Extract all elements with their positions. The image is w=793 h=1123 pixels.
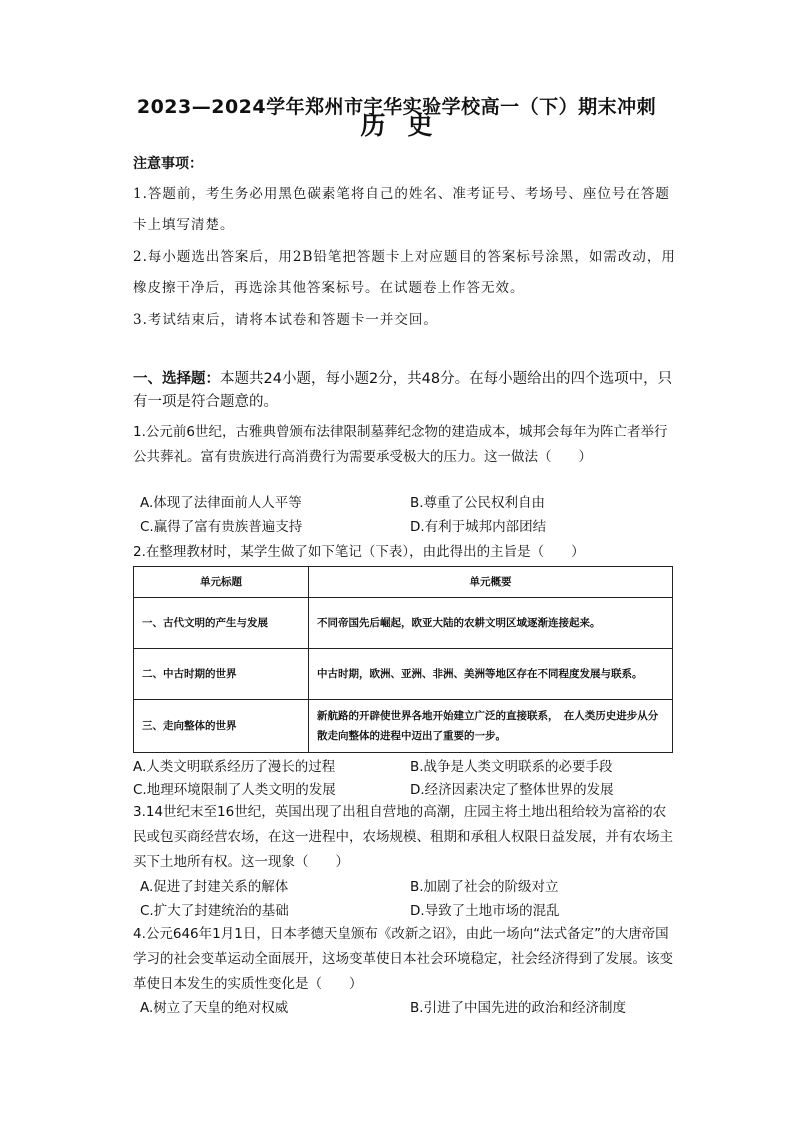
table-cell: 三、走向整体的世界 [134,700,309,753]
table-row [134,598,673,649]
table-cell: 中古时期，欧洲、亚洲、非洲、美洲等地区存在不同程度发展与联系。 [309,649,673,700]
q2-option-b: B.战争是人类文明联系的必要手段 [410,759,613,775]
table-cell: 一、古代文明的产生与发展 [134,598,309,649]
question-stem-4: 4.公元646年1月1日，日本孝德天皇颁布《改新之诏》，由此一场向“法式备定”的大唐帝国学习的社会变革运动全面展开，这场变革使日本社会环境稳定，社会经济得到了发展。该变革使日本发生的实质性变化是（ ） [133,926,673,992]
q3-option-c: C.扩大了封建统治的基础 [140,903,289,919]
note-item: 3.考试结束后，请将本试卷和答题卡一并交回。 [133,312,438,328]
table-cell: 不同帝国先后崛起，欧亚大陆的农耕文明区域逐渐连接起来。 [309,598,673,649]
q2-option-c: C.地理环境限制了人类文明的发展 [133,782,336,798]
table-cell: 二、中古时期的世界 [134,649,309,700]
q1-option-b: B.尊重了公民权利自由 [410,495,546,511]
q1-option-c: C.赢得了富有贵族普遍支持 [140,519,303,535]
note-item: 1.答题前，考生务必用黑色碳素笔将自己的姓名、准考证号、考场号、座位号在答题卡上填写清楚。 [133,186,670,233]
exam-title: 2023—2024学年郑州市宇华实验学校高一（下）期末冲刺 [136,96,657,118]
table-row [134,649,673,700]
table-header-row [134,567,673,598]
question-stem-2: 2.在整理教材时，某学生做了如下笔记（下表），由此得出的主旨是（ ） [133,544,585,560]
q3-option-b: B.加剧了社会的阶级对立 [410,879,559,895]
q2-option-d: D.经济因素决定了整体世界的发展 [410,782,614,798]
q1-option-d: D.有利于城邦内部团结 [410,519,547,535]
q4-option-b: B.引进了中国先进的政治和经济制度 [410,1000,627,1016]
notes-heading: 注意事项： [133,156,203,172]
table-header-cell: 单元标题 [134,567,309,598]
q2-option-a: A.人类文明联系经历了漫长的过程 [133,759,336,775]
table-header-cell: 单元概要 [309,567,673,598]
section-text: 本题共24小题，每小题2分，共48分。在每小题给出的四个选项中，只有一项是符合题意的。 [133,371,673,410]
q1-option-a: A.体现了法律面前人人平等 [140,495,302,511]
table-row [134,700,673,753]
note-item: 2.每小题选出答案后，用2B铅笔把答题卡上对应题目的答案标号涂黑，如需改动，用橡皮擦干净后，再选涂其他答案标号。在试题卷上作答无效。 [133,249,676,296]
q3-option-d: D.导致了土地市场的混乱 [410,903,560,919]
section-heading [133,368,678,414]
q3-option-a: A.促进了封建关系的解体 [140,879,289,895]
q4-option-a: A.树立了天皇的绝对权威 [140,1000,289,1016]
subject-title: 历史 [360,111,455,140]
unit-notes-table [133,566,673,753]
question-stem-1: 1.公元前6世纪，古雅典曾颁布法律限制墓葬纪念物的建造成本，城邦会每年为阵亡者举行公共葬礼。富有贵族进行高消费行为需要承受极大的压力。这一做法（ ） [133,424,668,465]
question-stem-3: 3.14世纪末至16世纪，英国出现了出租自营地的高潮，庄园主将土地出租给较为富裕的农民或包买商经营农场，在这一进程中，农场规模、租期和承租人权限日益发展，并有农场主买下土地所有权。这一现象（ ） [133,804,673,870]
table-cell: 新航路的开辟使世界各地开始建立广泛的直接联系， 在人类历史进步从分散走向整体的进程中迈出了重要的一步。 [309,700,673,753]
section-label: 一、选择题： [133,371,220,387]
